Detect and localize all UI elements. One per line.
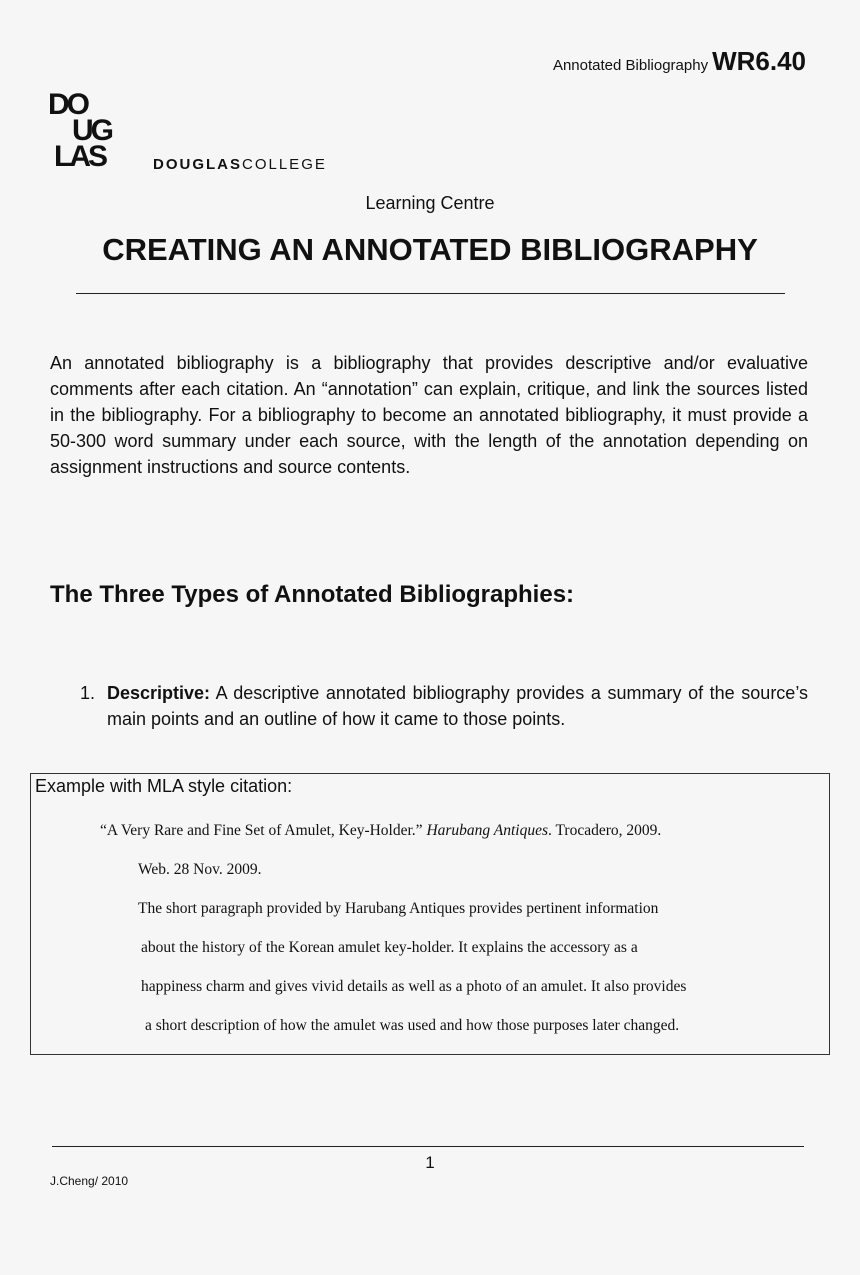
college-name-light: COLLEGE	[242, 156, 327, 173]
annotation-line: The short paragraph provided by Harubang Antiques provides pertinent information	[138, 900, 659, 917]
list-item	[80, 680, 808, 732]
college-name-bold: DOUGLAS	[153, 156, 242, 173]
document-code-header	[553, 46, 806, 77]
annotation-line: a short description of how the amulet was used and how those purposes later changed.	[145, 1017, 680, 1034]
citation-publisher: . Trocadero, 2009.	[548, 822, 662, 839]
intro-paragraph: An annotated bibliography is a bibliography that provides descriptive and/or evaluative comments after each citation. An “annotation” can explain, critique, and link the sources listed in the bibliography. For a bibliography to become an annotated bibliography, it must provide a 50-300 word summary under each source, with the length of the annotation depending on assignment instructions and source contents.	[50, 353, 808, 477]
citation-title: “A Very Rare and Fine Set of Amulet, Key-Holder.”	[100, 822, 427, 839]
list-item-description: A descriptive annotated bibliography provides a summary of the source’s main points and an outline of how it came to those points.	[107, 683, 808, 729]
example-label: Example with MLA style citation:	[35, 776, 293, 796]
citation-line-2: Web. 28 Nov. 2009.	[138, 861, 262, 878]
logo-row-1: DO	[48, 88, 87, 121]
citation-line-1	[100, 822, 661, 840]
author-credit: J.Cheng/ 2010	[50, 1174, 129, 1188]
doc-label: Annotated Bibliography	[552, 57, 709, 74]
college-name	[153, 156, 327, 173]
list-item-text	[107, 680, 808, 732]
list-item-term: Descriptive:	[107, 683, 211, 703]
annotation-line: happiness charm and gives vivid details as well as a photo of an amulet. It also provides	[141, 978, 687, 995]
logo-row-3: LAS	[54, 140, 105, 173]
logo-row-2: UG	[72, 114, 111, 147]
footer-divider	[52, 1146, 804, 1147]
list-item-number: 1.	[80, 683, 96, 703]
page-title: CREATING AN ANNOTATED BIBLIOGRAPHY	[102, 232, 758, 267]
doc-code: WR6.40	[712, 46, 806, 76]
douglas-logo	[48, 88, 128, 173]
page-number: 1	[425, 1153, 435, 1172]
citation-source: Harubang Antiques	[426, 822, 549, 839]
section-heading: The Three Types of Annotated Bibliographies:	[50, 581, 575, 608]
department-name: Learning Centre	[365, 193, 495, 213]
annotation-line: about the history of the Korean amulet key-holder. It explains the accessory as a	[141, 939, 638, 956]
title-divider	[76, 293, 785, 294]
